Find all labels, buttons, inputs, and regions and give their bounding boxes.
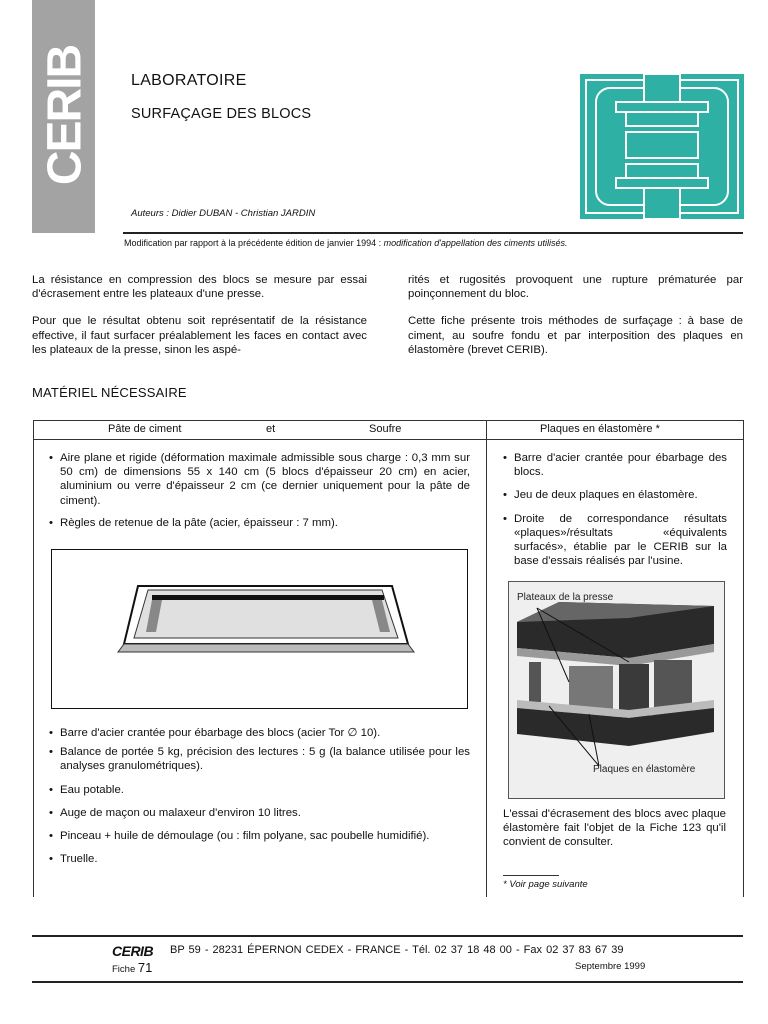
table-header-elastomer: Plaques en élastomère * xyxy=(540,423,660,435)
fiche-value: 71 xyxy=(137,960,153,975)
footer-address: BP 59 - 28231 ÉPERNON CEDEX - FRANCE - Tél. 02 37 18 48 00 - Fax 02 37 83 67 39 xyxy=(170,944,624,956)
list-item: • Jeu de deux plaques en élastomère. xyxy=(501,488,727,502)
table-column-divider xyxy=(486,421,487,897)
photo-label-bottom: Plaques en élastomère xyxy=(593,764,696,775)
intro-paragraph: rités et rugosités provoquent une rupture prématurée par poinçonnement du bloc. xyxy=(408,274,743,301)
retaining-rules-figure xyxy=(51,549,468,709)
footer-logo: CERIB xyxy=(112,943,154,959)
page-title: LABORATOIRE xyxy=(131,72,247,89)
list-item: • Eau potable. xyxy=(47,783,470,797)
footer-rule-bottom xyxy=(32,981,743,983)
fiche-number xyxy=(112,960,152,975)
intro-right-column xyxy=(408,273,743,370)
list-item: • Balance de portée 5 kg, précision des lectures : 5 g (la balance utilisée pour les analyses granulométriques). xyxy=(47,745,470,773)
list-item: • Auge de maçon ou malaxeur d'environ 10 litres. xyxy=(47,806,470,820)
footnote-rule xyxy=(503,875,559,876)
list-item: • Pinceau + huile de démoulage (ou : film polyane, sac poubelle humidifié). xyxy=(47,829,470,843)
publication-date: Septembre 1999 xyxy=(575,961,646,972)
brand-logo-vertical xyxy=(32,0,95,233)
footnote: * Voir page suivante xyxy=(503,879,588,890)
footer-rule-top xyxy=(32,935,743,937)
intro-left-column xyxy=(32,273,367,370)
press-photo xyxy=(508,581,725,799)
intro-paragraph: Cette fiche présente trois méthodes de surfaçage : à base de ciment, au soufre fondu et par interposition des plaques en élastomère (brevet CERIB). xyxy=(408,315,743,356)
list-item: • Barre d'acier crantée pour ébarbage des blocs. xyxy=(501,451,727,479)
intro-paragraph: La résistance en compression des blocs se mesure par essai d'écrasement entre les plateaux d'une presse. xyxy=(32,274,367,301)
list-item: • Barre d'acier crantée pour ébarbage des blocs (acier Tor ∅ 10). xyxy=(47,726,470,740)
table-header-cement: Pâte de ciment xyxy=(108,423,182,435)
list-item: • Règles de retenue de la pâte (acier, épaisseur : 7 mm). xyxy=(47,516,470,530)
left-list-bottom xyxy=(47,726,470,866)
left-list-top xyxy=(47,451,470,530)
header-rule xyxy=(123,232,743,234)
intro-paragraph: Pour que le résultat obtenu soit représentatif de la résistance effective, il faut surfacer préalablement les faces en contact avec les plateaux de la presse, sinon les aspé- xyxy=(32,315,367,356)
modification-note xyxy=(124,238,568,248)
elastomer-note: L'essai d'écrasement des blocs avec plaque élastomère fait l'objet de la Fiche 123 qu'il convient de consulter. xyxy=(503,808,726,849)
table-header-rule xyxy=(34,439,743,440)
list-item: • Droite de correspondance résultats «plaques»/résultats «équivalents surfacés», établie par le CERIB sur la base d'essais réalisés par l'usine. xyxy=(501,512,727,569)
brand-sidebar xyxy=(32,0,95,233)
fiche-label: Fiche xyxy=(112,964,136,975)
authors: Auteurs : Didier DUBAN - Christian JARDIN xyxy=(131,208,316,219)
modification-detail: modification d'appellation des ciments utilisés. xyxy=(383,238,568,248)
photo-label-top: Plateaux de la presse xyxy=(517,592,614,603)
table-header-sulfur: Soufre xyxy=(369,423,402,435)
section-title: MATÉRIEL NÉCESSAIRE xyxy=(32,385,187,400)
table-header-and: et xyxy=(266,423,276,435)
brand-logo-text: CERIB xyxy=(38,45,92,186)
list-item: • Truelle. xyxy=(47,852,470,866)
press-block-icon xyxy=(580,74,744,219)
right-list xyxy=(501,451,727,568)
page-subtitle: SURFAÇAGE DES BLOCS xyxy=(131,106,312,122)
modification-prefix: Modification par rapport à la précédente édition de janvier 1994 : xyxy=(124,238,384,248)
list-item: • Aire plane et rigide (déformation maximale admissible sous charge : 0,3 mm sur 50 cm) de dimensions 55 x 140 cm (5 blocs d'épaisseur 20 cm) en acier, aluminium ou verre d'épaisseur 2 cm (ce dernier uniquement pour la pâte de ciment). xyxy=(47,451,470,508)
